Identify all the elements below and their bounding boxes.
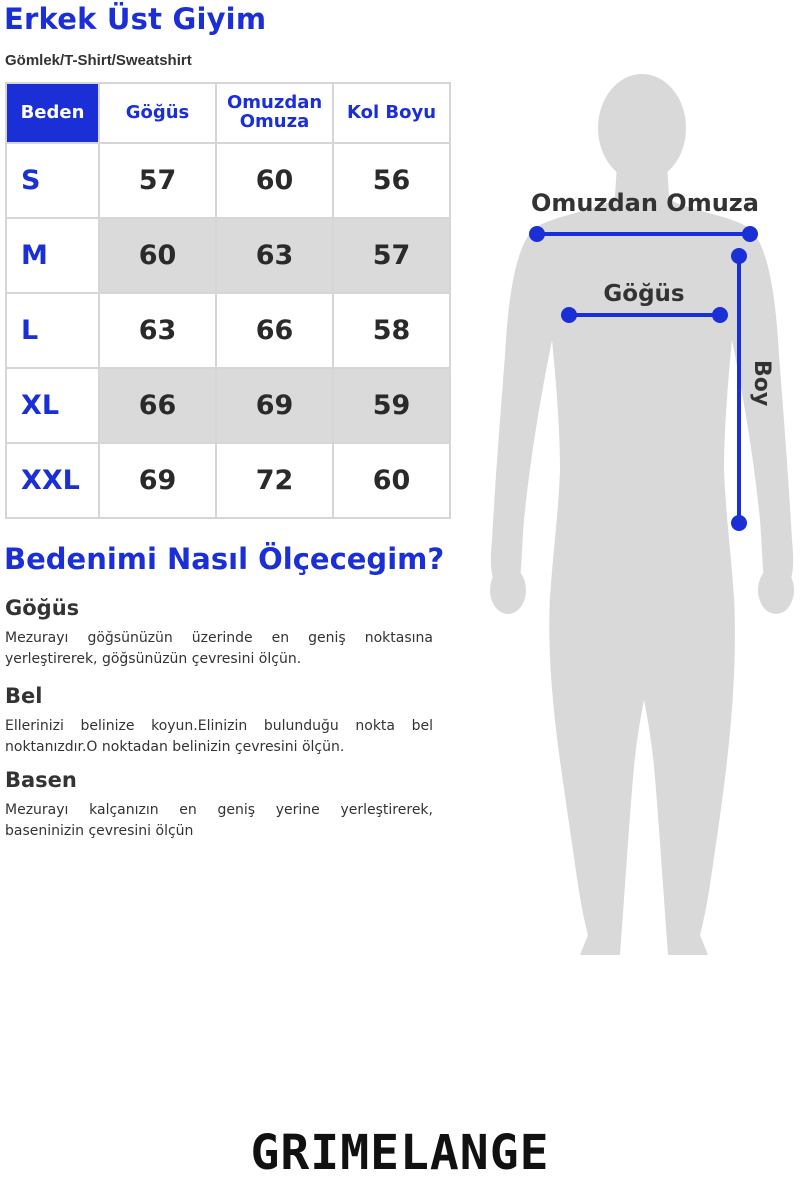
shoulder-point-left [531, 228, 543, 240]
gogus-cell: 66 [99, 368, 216, 443]
header-omuzdan-omuza: Omuzdan Omuza [216, 83, 333, 143]
table-row [6, 443, 450, 518]
size-cell: S [6, 143, 99, 218]
table-row [6, 218, 450, 293]
omuz-cell: 66 [216, 293, 333, 368]
omuz-cell: 63 [216, 218, 333, 293]
header-beden: Beden [6, 83, 99, 143]
size-cell: L [6, 293, 99, 368]
section-text-basen: Mezurayı kalçanızın en geniş yerine yerleştirerek, baseninizin çevresini ölçün [5, 802, 433, 839]
kol-cell: 57 [333, 218, 450, 293]
table-header-row [6, 83, 450, 143]
length-label: Boy [749, 360, 774, 407]
page-title: Erkek Üst Giyim [4, 2, 267, 36]
brand-logo: GRIMELANGE [250, 1125, 550, 1181]
omuz-cell: 72 [216, 443, 333, 518]
chest-point-right [714, 309, 726, 321]
table-row [6, 293, 450, 368]
size-cell: XXL [6, 443, 99, 518]
length-point-bottom [733, 517, 745, 529]
section-text-bel: Ellerinizi belinize koyun.Elinizin bulunduğu nokta bel noktanızdır.O noktadan belinizin çevresini ölçün. [5, 718, 433, 755]
table-row [6, 368, 450, 443]
kol-cell: 58 [333, 293, 450, 368]
size-cell: XL [6, 368, 99, 443]
section-heading-basen: Basen [5, 768, 77, 792]
gogus-cell: 63 [99, 293, 216, 368]
table-row [6, 143, 450, 218]
kol-cell: 60 [333, 443, 450, 518]
gogus-cell: 57 [99, 143, 216, 218]
howto-title: Bedenimi Nasıl Ölçecegim? [4, 542, 445, 576]
shoulder-point-right [744, 228, 756, 240]
section-heading-gogus: Göğüs [5, 596, 80, 620]
header-kol-boyu: Kol Boyu [333, 83, 450, 143]
shoulder-label: Omuzdan Omuza [531, 189, 759, 217]
section-text-gogus: Mezurayı göğsünüzün üzerinde en geniş noktasına yerleştirerek, göğsünüzün çevresini ölçün. [5, 630, 433, 667]
omuz-cell: 60 [216, 143, 333, 218]
header-gogus: Göğüs [99, 83, 216, 143]
body-measurement-figure [470, 60, 800, 970]
length-point-top [733, 250, 745, 262]
gogus-cell: 69 [99, 443, 216, 518]
size-cell: M [6, 218, 99, 293]
kol-cell: 59 [333, 368, 450, 443]
page-subtitle: Gömlek/T-Shirt/Sweatshirt [5, 52, 192, 69]
section-heading-bel: Bel [5, 684, 43, 708]
chest-point-left [563, 309, 575, 321]
size-table [5, 82, 451, 519]
kol-cell: 56 [333, 143, 450, 218]
gogus-cell: 60 [99, 218, 216, 293]
chest-label: Göğüs [603, 281, 685, 307]
omuz-cell: 69 [216, 368, 333, 443]
